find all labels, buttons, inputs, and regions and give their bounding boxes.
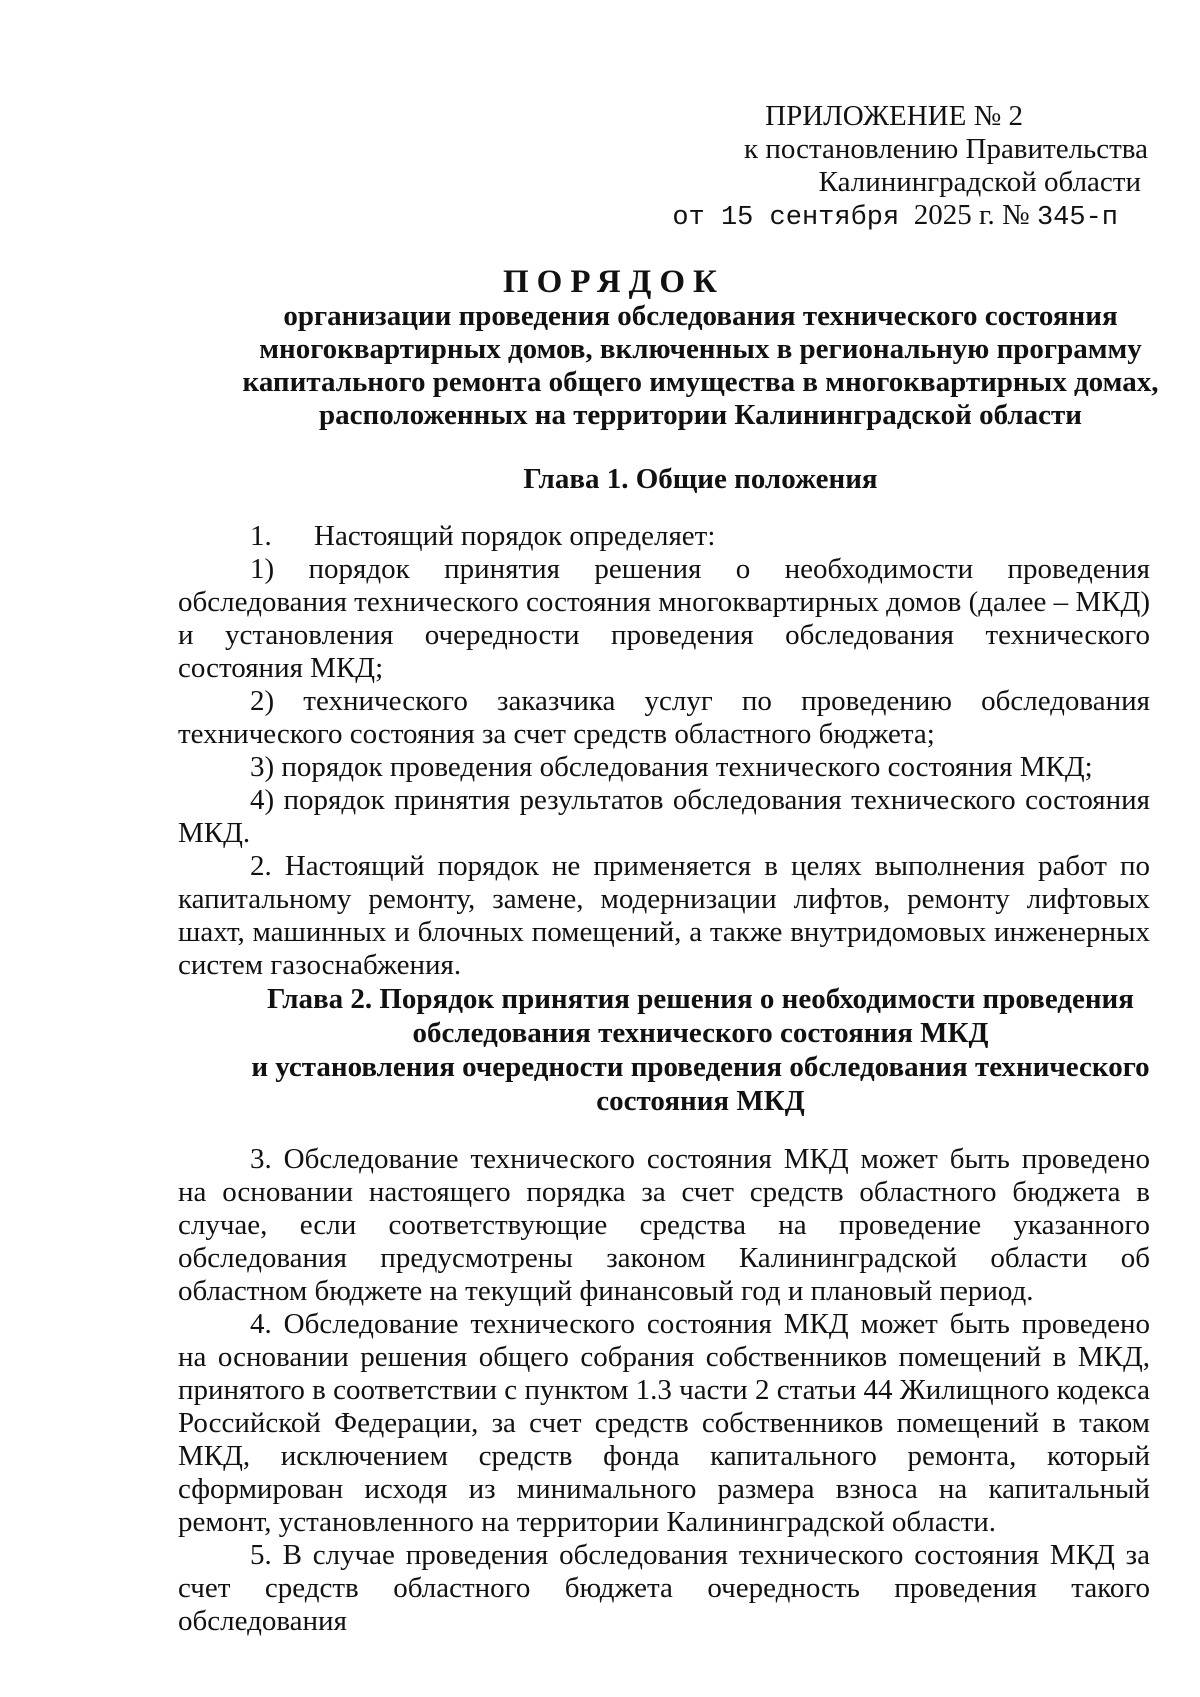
document-subtitle: организации проведения обследования технического состояния многоквартирных домов, включенных в региональную программу капитального ремонта общего имущества в многоквартирных домах, расположенных на территории Калининградской области bbox=[242, 300, 1159, 431]
chapter-2-title bbox=[170, 982, 1200, 1118]
list-item: 1) порядок принятия решения о необходимости проведения обследования технического состояния многоквартирных домов (далее – МКД) и установления очередности проведения обследования технического состояния МКД; bbox=[178, 553, 1150, 684]
chapter-1-title: Глава 1. Общие положения bbox=[523, 463, 878, 495]
appendix-date-prefix: от bbox=[672, 203, 721, 233]
appendix-year: 2025 г. № bbox=[913, 199, 1037, 231]
chapter-2-title-line: обследования технического состояния МКД bbox=[412, 1017, 989, 1049]
paragraph-1-number: 1. bbox=[250, 520, 272, 552]
paragraph-4: 4. Обследование технического состояния МКД может быть проведено на основании решения общего собрания собственников помещений в МКД, принятого в соответствии с пунктом 1.3 части 2 статьи 44 Жилищного кодекса Российской Федерации, за счет средств собственников помещений в таком МКД, исключением средств фонда капитального ремонта, который сформирован исходя из минимального размера взноса на капитальный ремонт, установленного на территории Калининградской области. bbox=[178, 1308, 1150, 1538]
list-item: 3) порядок проведения обследования технического состояния МКД; bbox=[250, 751, 1093, 783]
paragraph-1-text: Настоящий порядок определяет: bbox=[314, 520, 716, 552]
appendix-reference: к постановлению Правительства bbox=[744, 133, 1148, 165]
chapter-2-title-line: Глава 2. Порядок принятия решения о необходимости проведения bbox=[267, 983, 1134, 1015]
appendix-header bbox=[600, 100, 1148, 235]
document-title: ПОРЯДОК bbox=[503, 264, 725, 300]
list-item: 4) порядок принятия результатов обследования технического состояния МКД. bbox=[178, 784, 1150, 849]
appendix-date: 15 сентября bbox=[720, 203, 900, 233]
appendix-date-line bbox=[600, 199, 1148, 235]
appendix-region: Калининградской области bbox=[818, 166, 1141, 198]
appendix-title: ПРИЛОЖЕНИЕ № 2 bbox=[765, 100, 1023, 132]
paragraph-1 bbox=[178, 520, 1150, 553]
chapter-1-body bbox=[178, 520, 1150, 982]
paragraph-2: 2. Настоящий порядок не применяется в целях выполнения работ по капитальному ремонту, замене, модернизации лифтов, ремонту лифтовых шахт, машинных и блочных помещений, а также внутридомовых инженерных систем газоснабжения. bbox=[178, 850, 1150, 981]
chapter-2-body bbox=[178, 1143, 1150, 1638]
paragraph-5: 5. В случае проведения обследования технического состояния МКД за счет средств областного бюджета очередность проведения такого обследования bbox=[178, 1539, 1150, 1637]
appendix-number: 345-п bbox=[1036, 203, 1118, 233]
chapter-2-title-line: состояния МКД bbox=[596, 1085, 805, 1117]
chapter-2-title-line: и установления очередности проведения обследования технического bbox=[251, 1051, 1150, 1083]
list-item: 2) технического заказчика услуг по проведению обследования технического состояния за счет средств областного бюджета; bbox=[178, 685, 1150, 750]
paragraph-3: 3. Обследование технического состояния МКД может быть проведено на основании настоящего порядка за счет средств областного бюджета в случае, если соответствующие средства на проведение указанного обследования предусмотрены законом Калининградской области об областном бюджете на текущий финансовый год и плановый период. bbox=[178, 1143, 1150, 1307]
